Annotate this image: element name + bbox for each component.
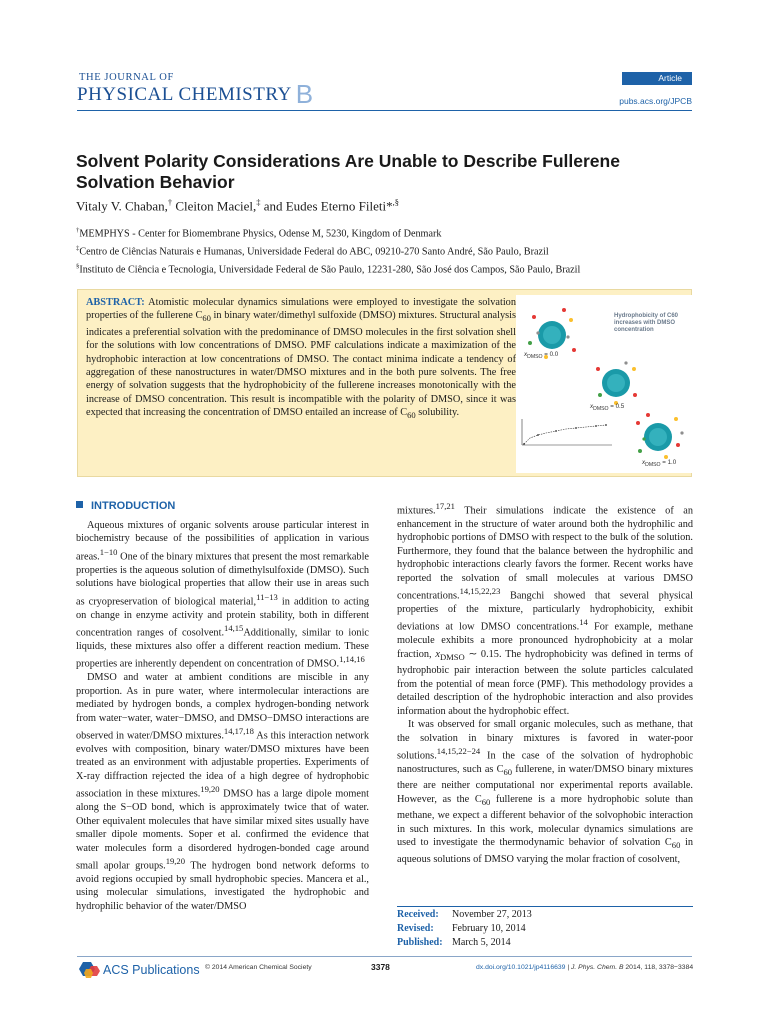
journal-name-text: PHYSICAL CHEMISTRY xyxy=(77,84,292,105)
paper-title: Solvent Polarity Considerations Are Unable to Describe Fullerene Solvation Behavior xyxy=(76,151,620,192)
toc-label-x10: $x_{DMSO} = 1.0$ xyxy=(642,459,677,469)
date-revised: Revised: February 10, 2014 xyxy=(397,923,526,934)
acs-hexagon-icon xyxy=(77,960,103,980)
toc-graphic xyxy=(516,295,692,473)
affiliation-3: §Instituto de Ciência e Tecnologia, Universidade Federal de São Paulo, 12231-280, São José dos Campos, São Paulo, Brazil xyxy=(76,262,581,276)
toc-label-x05: $x_{DMSO} = 0.5$ xyxy=(590,403,625,413)
page-number: 3378 xyxy=(371,962,390,972)
intro-paragraph-2: DMSO and water at ambient conditions are miscible in any proportion. As in pure water, where intermolecular interactions are mediated by hydrogen bonds, a complex hydrogen-bonding network from water−water, water−DMSO, and DMSO−DMSO interactions are observed in water/DMSO mixtures.$^{14,17,18}$ As this interaction network evolves with composition, binary water/DMSO mixtures have been treated as an environment with adjustable properties. Experiments of X-ray diffraction rejected the idea of a high degree of hydrophobic association in these mixtures.$^{19,20}$ DMSO has a large dipole moment along the S−OD bond, which is approximately twice that of water. Other equivalent molecules that have similar mixed sites usually have smaller dipole moments. Soper et al. confirmed the evidence that water molecules form a disordered hydrogen-bonded cage around small apolar groups.$^{19,20}$ The hydrogen bond network deforms to avoid regions occupied by small hydrophobic species. Mancera et al., using molecular simulations, investigated the hydrophobic and hydrophilic behavior of the water/DMSO xyxy=(76,672,370,912)
footer-divider xyxy=(77,956,692,957)
affiliations xyxy=(76,224,696,278)
publisher-name: ACS Publications xyxy=(103,963,200,977)
body-column-left xyxy=(76,519,369,913)
publication-dates xyxy=(397,908,532,950)
journal-name-line1: THE JOURNAL OF xyxy=(79,72,174,83)
dates-divider xyxy=(397,906,693,907)
journal-url-link[interactable]: pubs.acs.org/JPCB xyxy=(619,96,692,106)
citation-text: | J. Phys. Chem. B 2014, 118, 3378−3384 xyxy=(565,964,694,971)
toc-label-x0: $x_{DMSO} = 0.0$ xyxy=(524,351,559,361)
section-heading-introduction: INTRODUCTION xyxy=(76,500,175,512)
date-published: Published: March 5, 2014 xyxy=(397,937,511,948)
affiliation-1: †MEMPHYS - Center for Biomembrane Physics, Odense M, 5230, Kingdom of Denmark xyxy=(76,227,442,240)
doi-citation xyxy=(476,964,693,971)
abstract-text xyxy=(86,296,516,423)
journal-name-line2 xyxy=(77,79,314,109)
intro-paragraph-4: It was observed for small organic molecules, such as methane, that the solvation in binary mixtures is favored in water-poor solutions.$^{14,15,22-24}$ In the case of the solvation of hydrophobic nanostructures, such as $C_{60}$ fullerene, in water/DMSO binary mixtures there are neither computational nor experimental reports available. However, as the $C_{60}$ fullerene is a more hydrophobic solute than methane, we expect a different behavior of the solvophobic interaction in such mixtures. In this work, molecular dynamics simulations are used to investigate the thermodynamic behavior of solvation $C_{60}$ in aqueous solutions of DMSO varying the molar fraction of cosolvent, xyxy=(397,719,694,865)
abstract-label: ABSTRACT: xyxy=(86,297,145,308)
abstract-body: Atomistic molecular dynamics simulations were employed to investigate the solvation properties of the fullerene $C_{60}$ in binary water/dimethyl sulfoxide (DMSO) mixtures. Structural analysis indicates a preferential solvation with the predominance of DMSO molecules in the first solvation shell for the solutions with low concentrations of DMSO. PMF calculations indicate a maximization of the hydrophobic interaction at low concentrations of DMSO. The contact minima indicate a tendency of aggregation of these nanostructures in water/DMSO mixtures and in the both pure solvents. The free energy of solvation suggests that the hydrophobicity of the fullerene increases monotonically with the increase of DMSO concentration. This result is incompatible with the polarity of DMSO, since it was expected that increasing the concentration of DMSO entailed an increase of $C_{60}$ solubility. xyxy=(86,297,516,421)
author-list: Vitaly V. Chaban,† Cleiton Maciel,‡ and Eudes Eterno Fileti*,§ xyxy=(76,197,399,214)
header-divider xyxy=(77,110,692,111)
body-column-right xyxy=(397,500,693,866)
copyright-notice: © 2014 American Chemical Society xyxy=(205,964,312,971)
date-received: Received: November 27, 2013 xyxy=(397,909,532,920)
journal-logo xyxy=(77,72,314,109)
journal-section-letter: B xyxy=(295,79,314,109)
toc-caption: Hydrophobicity of C60 increases with DMSO concentration xyxy=(614,313,679,333)
intro-paragraph-3: mixtures.$^{17,21}$ Their simulations indicate the existence of an enhancement in the structure of water around both the hydrophilic and hydrophobic portions of DMSO with respect to the bulk of the solution. Furthermore, they found that the balance between the hydrophilic and hydrophobic interactions clearly favors the former. Recent works have reported the solvation of small molecules at various DMSO concentrations.$^{14,15,22,23}$ Bangchi showed that several physical properties of the mixture, particularly hydrophobicity, exhibit deviations at low DMSO concentrations.$^{14}$ For example, methane molecule exhibits a more pronounced hydrophobicity at a molar fraction, $x_{DMSO}$ ∼ 0.15. The hydrophobicity was defined in terms of hydrophobic pair interaction between the solute particles calculated from the potential of mean force (PMF). This methodology provides a detailed description of the hydrophobic interaction and also provides information about the hydrophobic effect. xyxy=(397,501,694,717)
section-bullet-icon xyxy=(76,501,83,508)
intro-paragraph-1: Aqueous mixtures of organic solvents arouse particular interest in biochemistry because of the possibilities of application in various areas.$^{1-10}$ One of the binary mixtures that present the most remarkable properties is the aqueous solution of dimethylsulfoxide (DMSO). Such solutions have biological properties that allow their use in areas such as cryopreservation of biological material,$^{11-13}$ in addition to acting on change in enzyme activity and protein stability, both in different concentration ranges of cosolvent.$^{14,15}$Additionally, similar to ionic liquids, these mixtures also offer a different reaction medium. These properties are inherently dependent on concentration of DMSO.$^{1,14,16}$ xyxy=(76,520,369,670)
article-type-badge: Article xyxy=(622,72,692,85)
acs-publications-logo xyxy=(77,960,200,980)
affiliation-2: ‡Centro de Ciências Naturais e Humanas, Universidade Federal do ABC, 09210-270 Santo André, São Paulo, Brazil xyxy=(76,244,549,258)
doi-link[interactable]: dx.doi.org/10.1021/jp4116639 xyxy=(476,964,566,971)
abstract-box xyxy=(77,289,692,477)
